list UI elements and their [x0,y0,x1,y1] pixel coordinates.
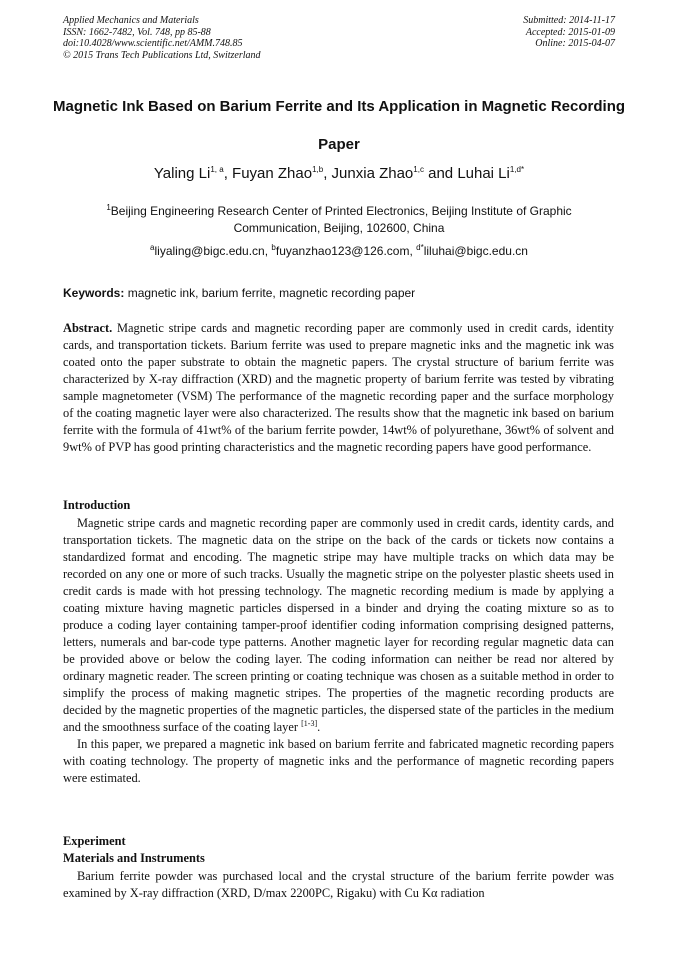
author-affil-mark: 1,d* [509,165,525,174]
section-heading-introduction: Introduction [63,498,131,512]
journal-doi: doi:10.4028/www.scientific.net/AMM.748.85 [63,38,243,49]
email-link[interactable]: liluhai@bigc.edu.cn [423,244,528,258]
introduction-body [63,515,614,787]
paragraph: Barium ferrite powder was purchased local and the crystal structure of the barium ferrite powder was examined by X-ray diffraction (XRD, D/max 2200PC, Rigaku) with Cu Kα radiation [63,869,614,900]
abstract [63,320,614,456]
abstract-label: Abstract. [63,321,113,335]
accepted-date: Accepted: 2015-01-09 [525,26,615,38]
journal-copyright: © 2015 Trans Tech Publications Ltd, Switzerland [63,49,261,61]
keywords-label: Keywords: [63,286,125,300]
affiliation: $^1$Beijing Engineering Research Center of Printed Electronics, Beijing Institute of Graphic Communication, Beijing, 102600, China [106,203,572,235]
author-affil-mark: 1,c [413,165,424,174]
author-emails: $^a$liyaling@bigc.edu.cn, $^b$fuyanzhao123@126.com, $^{d*}$liluhai@bigc.edu.cn [150,243,528,258]
email-link[interactable]: liyaling@bigc.edu.cn [154,244,265,258]
online-date: Online: 2015-04-07 [535,38,615,49]
journal-info [63,15,261,61]
paragraph: In this paper, we prepared a magnetic ink based on barium ferrite and fabricated magnetic recording papers with coating technology. The property of magnetic inks and the performance of magnetic recording papers were estimated. [63,737,614,785]
keywords-text: magnetic ink, barium ferrite, magnetic recording paper [127,286,416,300]
author-list: Yaling Li$^{1, a}$, Fuyan Zhao$^{1,b}$, Junxia Zhao$^{1,c}$ and Luhai $Li^{1,d*}$ [153,165,525,182]
author-name: Junxia Zhao [331,165,414,182]
author-name: Yaling Li [153,165,211,182]
section-heading-experiment: Experiment [63,834,126,848]
author-name: Fuyan Zhao [232,165,313,182]
journal-issn: ISSN: 1662-7482, Vol. 748, pp 85-88 [63,26,211,38]
author-affil-mark: 1, a [210,165,224,174]
materials-body [63,868,614,902]
email-link[interactable]: fuyanzhao123@126.com [275,244,410,258]
submitted-date: Submitted: 2014-11-17 [523,15,615,26]
abstract-text: Magnetic stripe cards and magnetic recording paper are commonly used in credit cards, identity cards, and transportation tickets. Barium ferrite was used to prepare magnetic inks and the magnetic ink was coated onto the paper substrate to obtain the magnetic papers. The crystal structure of barium ferrite was characterized by X-ray diffraction (XRD) and the magnetic property of barium ferrite was tested by vibrating sample magnetometer (VSM) The performance of the magnetic recording paper and the surface morphology of the coating magnetic layer were also characterized. The results show that the magnetic ink based on barium ferrite with the formula of 41wt% of the barium ferrite powder, 14wt% of polyurethane, 36wt% of solvent and 9wt% of PVP has good printing characteristics and the magnetic recording papers have good performance. [63,321,614,454]
citation: [1-3] [301,718,318,728]
subsection-heading-materials: Materials and Instruments [63,851,205,865]
submission-dates [523,15,615,50]
author-affil-mark: 1,b [312,165,324,174]
affiliation-text: Beijing Engineering Research Center of Printed Electronics, Beijing Institute of Graphic Communication, Beijing, 102600, China [110,204,572,235]
journal-name: Applied Mechanics and Materials [63,15,199,26]
author-name: Luhai Li [457,165,510,182]
paper-title: Magnetic Ink Based on Barium Ferrite and Its Application in Magnetic Recording Paper [52,98,626,153]
keywords [63,286,415,300]
paragraph: Magnetic stripe cards and magnetic recording paper are commonly used in credit cards, identity cards, and transportation tickets. The magnetic data on the stripe on the back of the cards or tickets now contains a standardized format and encoding. The magnetic stripe may have multiple tracks on which data may be recorded on any one or more of such tracks. Usually the magnetic stripe on the polyester plastic sheets used in credit cards is made with hot pressing technology. The magnetic recording medium is made by applying a coating mixture having magnetic particles dispersed in a binder and drying the coating mixture so as to produce a coding layer containing tamper-proof identifier coding information comprising designed patterns, letters, numerals and bar-code type patterns. Another magnetic layer for recording regular magnetic data can be provided above or below the coding layer. The coding information can neither be read nor altered by ordinary magnetic reader. The screen printing or coating technique was chosen as a suitable method in order to simplify the process of making magnetic stripes. The properties of the magnetic recording products are decided by the magnetic properties of the magnetic particles, the dispersed state of the particles in the medium and the smoothness surface of the coating layer [1-3]. [63,516,614,734]
